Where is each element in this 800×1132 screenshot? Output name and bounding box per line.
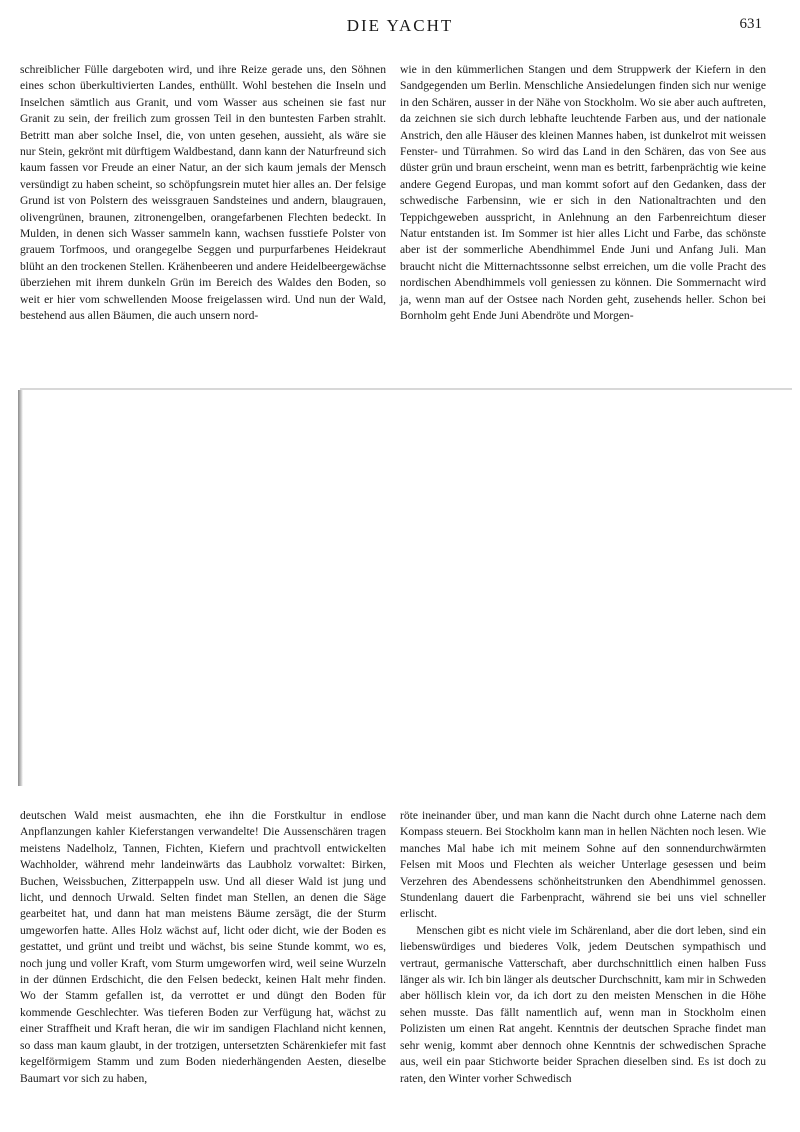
page-number: 631 xyxy=(739,16,762,32)
paragraph: röte ineinander über, und man kann die Nacht durch ohne Laterne nach dem Kompass steuern. Bei Stockholm kann man in hellen Nächten noch lesen. Wie manches Mal habe ich mit meinem Sohne auf den sonnendurchwärmten Felsen mit Moos und Flechten als weicher Unterlage gesessen und beim Verzehren des Abendessens schönheitstrunken den Abendhimmel genossen. Stundenlang dauert die Farbenpracht, während sie bei uns viel schneller erlischt. xyxy=(400,809,766,921)
plate-top-edge xyxy=(20,388,792,390)
page-header xyxy=(0,14,800,40)
paragraph: Menschen gibt es nicht viele im Schärenland, aber die dort leben, sind ein liebenswürdiges und biederes Volk, jedem Deutschen sympathisch und vertraut, germanische Vatterschaft, aber durchschnittlich einen halben Fuss länger als wir. Ich bin länger als deutscher Durchschnitt, kam mir in Schweden aber höllisch klein vor, da ich dort zu den meisten Menschen in die Höhe sehen musste. Das fällt namentlich auf, wenn man in Stockholm einen Polizisten um einen Rat angeht. Kenntnis der deutschen Sprache findet man sehr wenig, kommt aber dennoch ohne Kenntnis der schwedischen Sprache aus, weil ein paar Stichworte beider Sprachen dieselben sind. Es ist doch zu raten, den Winter vorher Schwedisch xyxy=(400,923,766,1085)
paragraph: wie in den kümmerlichen Stangen und dem Struppwerk der Kiefern in den Sandgegenden um Berlin. Menschliche Ansiedelungen finden sich nur wenige in den Schären, ausser in der Nähe von Stockholm. Wo sie aber auch auftreten, da zeichnen sie sich durch lebhafte leuchtende Farben aus, und der nationale Anstrich, den alle Häuser des kleinen Mannes haben, ist dunkelrot mit weissen Fenster- und Türrahmen. So wird das Land in den Schären, das von See aus düster grün und braun erscheint, wenn man es betritt, farbenprächtig wie keine andere Gegend Europas, und man kommt sofort auf den Gedanken, dass der schwedische Farbensinn, wie er sich in den Nationaltrachten und den Teppichgeweben ausspricht, in Anlehnung an den Farbenreichtum dieser Natur entstanden ist. Im Sommer ist hier alles Licht und Farbe, das schönste aber ist der sommerliche Abendhimmel Ende Juni und Anfang Juli. Man braucht nicht die Mitternachtssonne selbst erreichen, um die volle Pracht des nordischen Abendhimmels voll geniessen zu können. Die Sommernacht wird ja, wenn man auf der Ostsee nach Norden geht, zusehends heller. Schon bei Bornholm geht Ende Juni Abendröte und Morgen- xyxy=(400,63,766,323)
column-bottom-left xyxy=(20,808,386,1087)
paragraph: deutschen Wald meist ausmachten, ehe ihn die Forstkultur in endlose Anpflanzungen kahler Kieferstangen verwandelte! Die Aussenschären tragen meistens Nadelholz, Tannen, Fichten, Kiefern und prachtvoll entwickelten Wachholder, während mehr landeinwärts das Laubholz vorwaltet: Birken, Buchen, Weissbuchen, Zitterpappeln usw. Und all dieser Wald ist jung und licht, und dennoch Urwald. Selten findet man Stellen, an denen die Säge gearbeitet hat, und dann hat man meistens Bäume zersägt, die der Sturm umgeworfen hatte. Alles Holz wächst auf, licht oder dicht, wie der Boden es gestattet, und grünt und treibt und wächst, bis seine Stunde kommt, wo es, noch jung und voller Kraft, vom Sturm umgeworfen wird, weil seine Wurzeln in der dünnen Erdschicht, die den Felsen bedeckt, keinen Halt mehr finden. Wo der Stamm gefallen ist, da verrottet er und düngt den Boden für kommende Geschlechter. Was tieferen Boden zur Verfügung hat, wächst zu einer Straffheit und Kraft heran, die wir im sandigen Flachland nicht kennen, so dass man kaum glaubt, in der trotzigen, untersetzten Schärenkiefer mit fast kegelförmigem Stamm und zum Boden niederhängenden Aesten, dieselbe Baumart vor sich zu haben, xyxy=(20,809,386,1085)
column-top-right xyxy=(400,62,766,325)
plate-fold-shadow xyxy=(18,390,23,786)
paragraph: schreiblicher Fülle dargeboten wird, und ihre Reize gerade uns, den Söhnen eines schon überkultivierten Landes, enthüllt. Wohl bestehen die Inseln und Inselchen sämtlich aus Granit, und vom Wasser aus scheinen sie fast nur Granit zu sein, der freilich zum grossen Teil in den buntesten Farben strahlt. Betritt man aber solche Insel, die, von unten gesehen, aussieht, als wäre sie nur Stein, gekrönt mit dürftigem Waldbestand, dann kann der Naturfreund sich kaum fassen vor Freude an einer Natur, an der sich kaum jemals der Mensch versündigt zu haben scheint, so schöpfungsrein mutet hier alles an. Der felsige Grund ist von Polstern des weissgrauen Sandsteines und andern, blaugrauen, olivengrünen, braunen, zitronengelben, orangefarbenen Flechten bedeckt. In Mulden, in denen sich Wasser sammeln kann, wachsen fusstiefe Polster von grauem Torfmoos, und orangegelbe Seggen und purpurfarbenes Heidekraut blüht an den trockenen Stellen. Krähenbeeren und andere Heidelbeergewächse überziehen mit ihrem dunkeln Grün im Bereich des Waldes den Boden, so weit er hier vom schwellenden Moose freigelassen wird. Und nun der Wald, bestehend aus allen Bäumen, die auch unsern nord- xyxy=(20,63,386,323)
blank-plate-area xyxy=(8,388,792,788)
running-title: DIE YACHT xyxy=(346,16,454,35)
column-top-left xyxy=(20,62,386,325)
column-bottom-right xyxy=(400,808,766,1087)
